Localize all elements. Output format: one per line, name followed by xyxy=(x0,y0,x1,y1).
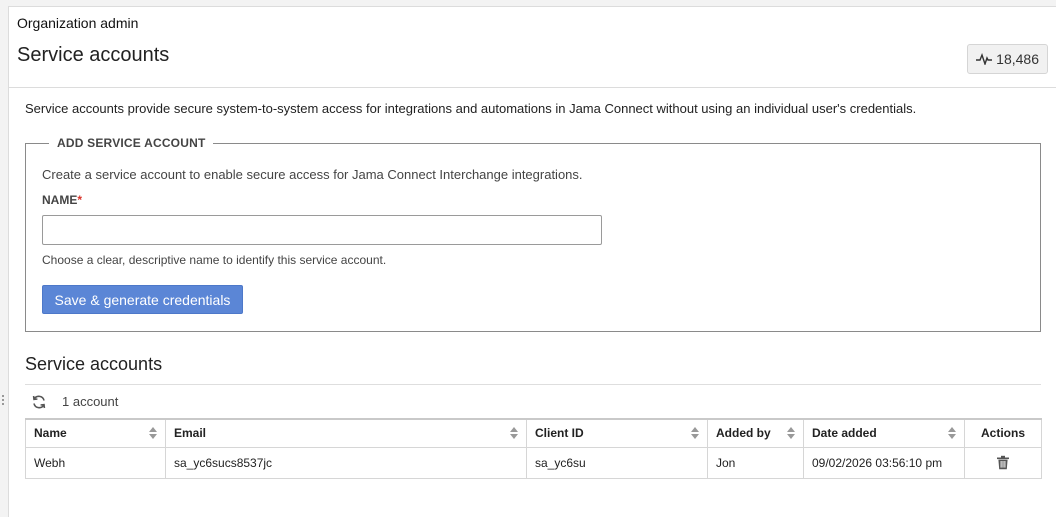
cell-client-id: sa_yc6su xyxy=(527,447,708,478)
column-header-actions: Actions xyxy=(965,419,1042,447)
refresh-icon[interactable] xyxy=(31,394,47,410)
trash-icon[interactable] xyxy=(996,455,1010,470)
cell-added-by: Jon xyxy=(708,447,804,478)
section-legend: ADD SERVICE ACCOUNT xyxy=(49,136,213,150)
name-input[interactable] xyxy=(42,215,602,245)
name-field-label xyxy=(42,193,82,207)
cell-email: sa_yc6sucs8537jc xyxy=(166,447,527,478)
page-title: Service accounts xyxy=(17,44,170,66)
cell-date-added: 09/02/2026 03:56:10 pm xyxy=(804,447,965,478)
table-row[interactable] xyxy=(26,447,1042,478)
activity-count: 18,486 xyxy=(996,51,1039,67)
column-header-added-by[interactable]: Added by xyxy=(708,419,804,447)
activity-pulse-icon xyxy=(976,53,992,65)
main-content xyxy=(8,88,1056,517)
table-header-row xyxy=(26,419,1042,447)
activity-counter[interactable] xyxy=(967,44,1048,74)
sort-icon[interactable] xyxy=(948,427,956,439)
list-title: Service accounts xyxy=(25,354,163,374)
cell-name: Webh xyxy=(26,447,166,478)
cell-actions xyxy=(965,447,1042,478)
column-header-name[interactable]: Name xyxy=(26,419,166,447)
sort-icon[interactable] xyxy=(787,427,795,439)
sort-icon[interactable] xyxy=(149,427,157,439)
required-marker: * xyxy=(77,193,83,207)
save-generate-credentials-button[interactable]: Save & generate credentials xyxy=(42,285,243,314)
sort-icon[interactable] xyxy=(510,427,518,439)
service-accounts-table xyxy=(25,418,1042,479)
add-service-account-section xyxy=(25,136,1041,332)
column-header-date-added[interactable]: Date added xyxy=(804,419,965,447)
column-header-client-id[interactable]: Client ID xyxy=(527,419,708,447)
intro-text: Service accounts provide secure system-to-system access for integrations and automations in Jama Connect without using an individual user's credentials. xyxy=(25,101,917,116)
divider xyxy=(25,384,1041,385)
sort-icon[interactable] xyxy=(691,427,699,439)
breadcrumb[interactable]: Organization admin xyxy=(17,15,139,31)
column-header-email[interactable]: Email xyxy=(166,419,527,447)
name-help-text: Choose a clear, descriptive name to identify this service account. xyxy=(42,253,387,267)
name-label-text: NAME xyxy=(42,193,78,207)
section-description: Create a service account to enable secure access for Jama Connect Interchange integrations. xyxy=(42,167,583,182)
resize-handle[interactable] xyxy=(2,395,5,409)
account-count: 1 account xyxy=(62,394,119,409)
page-header xyxy=(8,6,1056,88)
